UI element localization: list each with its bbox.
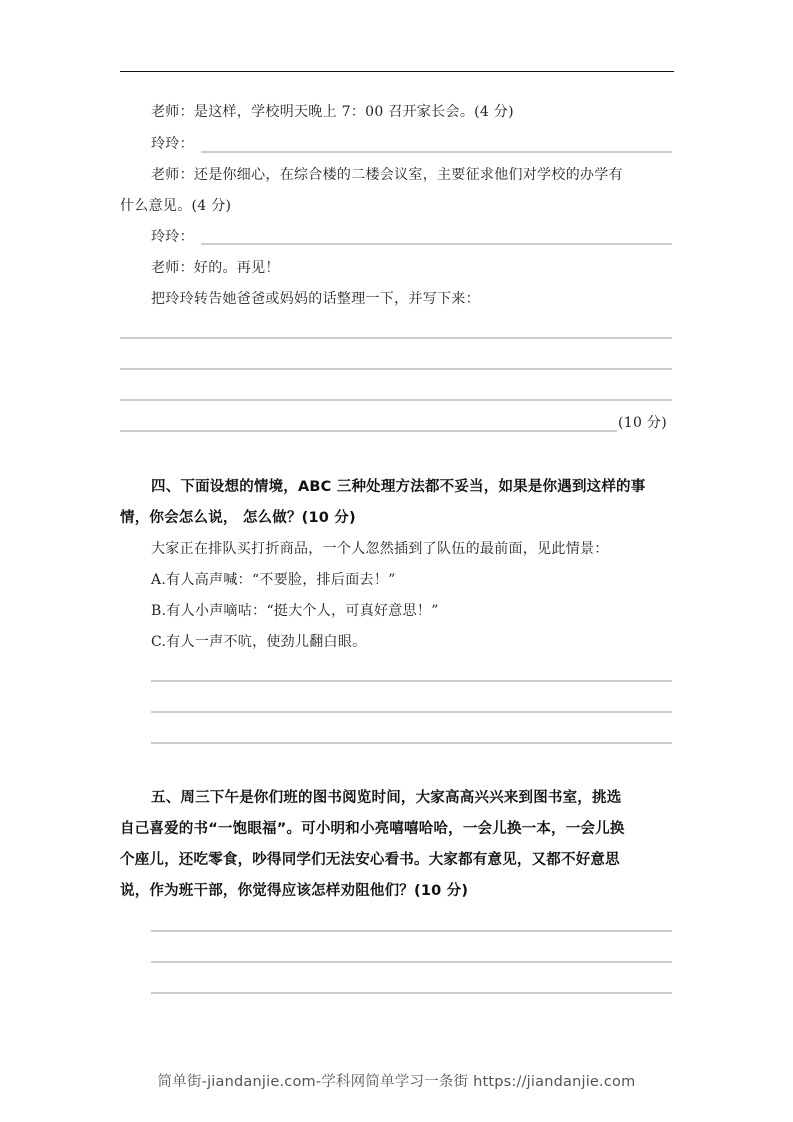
header-rule bbox=[120, 71, 674, 72]
lingling-label-1: 玲玲： bbox=[151, 136, 194, 152]
section5-line1: 五、周三下午是你们班的图书阅览时间，大家高高兴兴来到图书室，挑选 bbox=[151, 790, 622, 806]
footer-watermark: 简单街-jiandanjie.com-学科网简单学习一条街 https://jiandanjie.com bbox=[157, 1074, 636, 1090]
instruction-text: 把玲玲转告她爸爸或妈妈的话整理一下，并写下来： bbox=[151, 291, 480, 307]
section4-scenario: 大家正在排队买打折商品，一个人忽然插到了队伍的最前面，见此情景： bbox=[151, 541, 609, 557]
answer-line[interactable] bbox=[151, 680, 672, 682]
answer-line[interactable] bbox=[120, 337, 672, 339]
option-b: B.有人小声嘀咕：“挺大个人，可真好意思！” bbox=[151, 603, 439, 619]
answer-line[interactable] bbox=[151, 711, 672, 713]
option-a: A.有人高声喊：“不要脸，排后面去！” bbox=[151, 572, 396, 588]
section4-title-line2: 情，你会怎么说， 怎么做？(10 分) bbox=[120, 510, 356, 526]
section5-line3: 个座儿，还吃零食，吵得同学们无法安心看书。大家都有意见，又都不好意思 bbox=[120, 852, 620, 868]
score-label: (10 分) bbox=[618, 415, 667, 431]
teacher-line-2b: 什么意见。(4 分) bbox=[120, 198, 232, 214]
answer-line[interactable] bbox=[120, 368, 672, 370]
answer-line[interactable] bbox=[120, 399, 672, 401]
answer-line[interactable] bbox=[151, 930, 672, 932]
answer-line[interactable] bbox=[151, 961, 672, 963]
answer-line[interactable] bbox=[151, 992, 672, 994]
section5-line4: 说，作为班干部，你觉得应该怎样劝阻他们？(10 分) bbox=[120, 883, 469, 899]
lingling-label-2: 玲玲： bbox=[151, 229, 194, 245]
answer-line[interactable] bbox=[120, 430, 617, 432]
teacher-line-2a: 老师：还是你细心，在综合楼的二楼会议室，主要征求他们对学校的办学有 bbox=[151, 167, 623, 183]
option-c: C.有人一声不吭，使劲儿翻白眼。 bbox=[151, 634, 367, 650]
lingling-answer-blank-1[interactable] bbox=[201, 151, 672, 153]
teacher-line-1: 老师：是这样，学校明天晚上 7：00 召开家长会。(4 分) bbox=[151, 104, 514, 120]
section5-line2: 自己喜爱的书“一饱眼福”。可小明和小亮嘻嘻哈哈，一会儿换一本，一会儿换 bbox=[120, 821, 625, 837]
answer-line[interactable] bbox=[151, 742, 672, 744]
teacher-line-3: 老师：好的。再见！ bbox=[151, 260, 280, 276]
section4-title-line1: 四、下面设想的情境，ABC 三种处理方法都不妥当，如果是你遇到这样的事 bbox=[151, 479, 646, 495]
lingling-answer-blank-2[interactable] bbox=[201, 243, 672, 245]
